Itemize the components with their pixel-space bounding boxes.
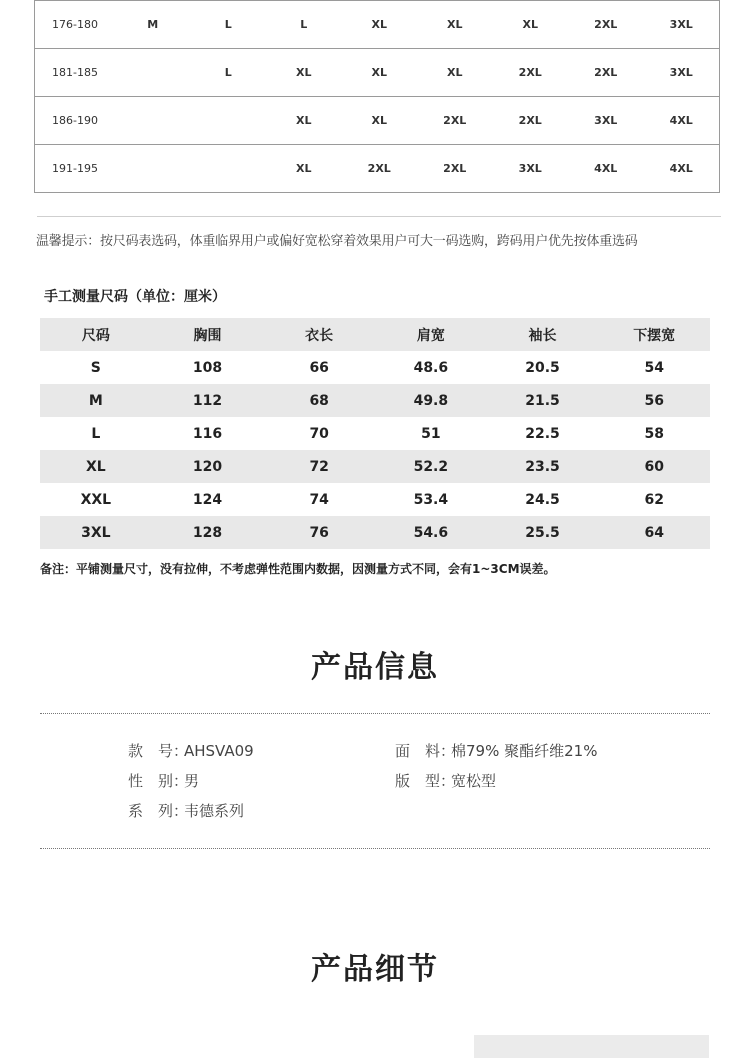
column-header: 衣长 <box>305 327 334 344</box>
info-value: AHSVA09 <box>184 742 254 760</box>
size-cell: XL <box>371 18 387 31</box>
size-cell: 3XL <box>518 162 542 175</box>
detail-image <box>474 1035 709 1058</box>
size-cell: 3XL <box>594 114 618 127</box>
product-info-title: 产品信息 <box>311 650 439 685</box>
table-cell: 51 <box>421 425 441 442</box>
table-cell: 64 <box>644 524 664 541</box>
height-cell: 191-195 <box>52 162 98 175</box>
size-cell: 3XL <box>669 66 693 79</box>
table-cell: 128 <box>192 524 223 541</box>
table-cell: L <box>91 425 101 442</box>
info-value: 棉79% 聚酯纤维21% <box>451 742 598 760</box>
size-tip: 温馨提示：按尺码表选码，体重临界用户或偏好宽松穿着效果用户可大一码选购，跨码用户优先按体重选码 <box>36 234 638 249</box>
size-cell: XL <box>296 114 312 127</box>
table-cell: 60 <box>644 458 664 475</box>
dotted-divider <box>40 713 710 714</box>
table-header-row <box>40 318 710 351</box>
info-item-gender: 性 别：男 <box>128 772 200 790</box>
size-cell: 3XL <box>669 18 693 31</box>
product-detail-title: 产品细节 <box>311 952 439 987</box>
table-cell: 25.5 <box>525 524 560 541</box>
table-cell: 20.5 <box>525 359 560 376</box>
size-cell: 2XL <box>594 66 618 79</box>
size-cell: M <box>147 18 159 31</box>
table-row <box>35 48 719 96</box>
table-cell: 21.5 <box>525 392 560 409</box>
info-key: 型 <box>425 772 441 790</box>
table-row <box>40 417 710 450</box>
column-header: 袖长 <box>528 327 557 344</box>
table-cell: 66 <box>309 359 329 376</box>
size-cell: XL <box>371 66 387 79</box>
table-cell: 108 <box>192 359 223 376</box>
table-cell: 62 <box>644 491 664 508</box>
size-cell: 2XL <box>367 162 391 175</box>
table-cell: XXL <box>80 491 112 508</box>
table-cell: 120 <box>192 458 223 475</box>
info-item-fit: 版 型：宽松型 <box>395 772 497 790</box>
info-key: 面 <box>395 742 411 760</box>
table-cell: 52.2 <box>413 458 449 475</box>
table-row <box>40 516 710 549</box>
size-cell: L <box>300 18 308 31</box>
measure-table <box>40 318 710 549</box>
table-row <box>40 384 710 417</box>
table-cell: S <box>90 359 101 376</box>
table-cell: 24.5 <box>525 491 560 508</box>
table-row <box>40 450 710 483</box>
size-cell: XL <box>447 18 463 31</box>
info-value: 男 <box>184 772 200 790</box>
table-cell: 54.6 <box>413 524 449 541</box>
size-cell: XL <box>296 162 312 175</box>
column-header: 尺码 <box>81 327 110 344</box>
info-item-fabric: 面 料：棉79% 聚酯纤维21% <box>395 742 598 760</box>
table-cell: 72 <box>309 458 329 475</box>
size-recommendation-table <box>34 0 720 193</box>
info-key: 列 <box>158 802 174 820</box>
info-item-series: 系 列：韦德系列 <box>128 802 245 820</box>
table-cell: 112 <box>192 392 223 409</box>
table-row <box>35 144 719 192</box>
size-cell: 2XL <box>594 18 618 31</box>
table-cell: 116 <box>192 425 223 442</box>
info-item-style-no: 款 号：AHSVA09 <box>128 742 254 760</box>
height-cell: 176-180 <box>52 18 98 31</box>
info-key: 号 <box>158 742 174 760</box>
info-key: 款 <box>128 742 144 760</box>
info-key: 系 <box>128 802 144 820</box>
size-cell: 2XL <box>518 114 542 127</box>
table-cell: 49.8 <box>413 392 449 409</box>
table-cell: 53.4 <box>413 491 449 508</box>
size-cell: XL <box>371 114 387 127</box>
dotted-divider <box>40 848 710 849</box>
table-cell: 58 <box>644 425 664 442</box>
table-cell: 22.5 <box>525 425 560 442</box>
measure-note: 备注：平铺测量尺寸，没有拉伸，不考虑弹性范围内数据，因测量方式不同，会有1~3CM误差。 <box>40 562 556 576</box>
size-cell: 4XL <box>669 114 693 127</box>
table-cell: 48.6 <box>413 359 449 376</box>
size-cell: 4XL <box>594 162 618 175</box>
column-header: 肩宽 <box>416 327 445 344</box>
size-cell: XL <box>522 18 538 31</box>
column-header: 下摆宽 <box>633 327 676 344</box>
size-cell: L <box>224 18 232 31</box>
table-row <box>35 0 719 48</box>
size-cell: 2XL <box>443 114 467 127</box>
size-cell: L <box>224 66 232 79</box>
table-row <box>40 351 710 384</box>
table-cell: 3XL <box>81 524 111 541</box>
size-cell: XL <box>447 66 463 79</box>
info-key: 性 <box>128 772 144 790</box>
info-key: 料 <box>425 742 441 760</box>
size-cell: 2XL <box>518 66 542 79</box>
table-cell: 23.5 <box>525 458 560 475</box>
column-header: 胸围 <box>193 327 222 344</box>
table-cell: 76 <box>309 524 329 541</box>
info-value: 宽松型 <box>451 772 497 790</box>
measure-title: 手工测量尺码（单位：厘米） <box>44 289 226 305</box>
height-cell: 186-190 <box>52 114 98 127</box>
table-cell: 124 <box>192 491 223 508</box>
table-cell: M <box>88 392 103 409</box>
table-cell: 70 <box>309 425 329 442</box>
info-key: 别 <box>158 772 174 790</box>
info-key: 版 <box>395 772 411 790</box>
height-cell: 181-185 <box>52 66 98 79</box>
table-row <box>35 96 719 144</box>
table-cell: XL <box>85 458 106 475</box>
size-cell: 4XL <box>669 162 693 175</box>
table-row <box>40 483 710 516</box>
table-cell: 74 <box>309 491 329 508</box>
divider <box>37 216 721 217</box>
size-cell: 2XL <box>443 162 467 175</box>
table-cell: 54 <box>644 359 664 376</box>
table-cell: 56 <box>644 392 664 409</box>
size-cell: XL <box>296 66 312 79</box>
info-value: 韦德系列 <box>184 802 245 820</box>
table-cell: 68 <box>309 392 329 409</box>
